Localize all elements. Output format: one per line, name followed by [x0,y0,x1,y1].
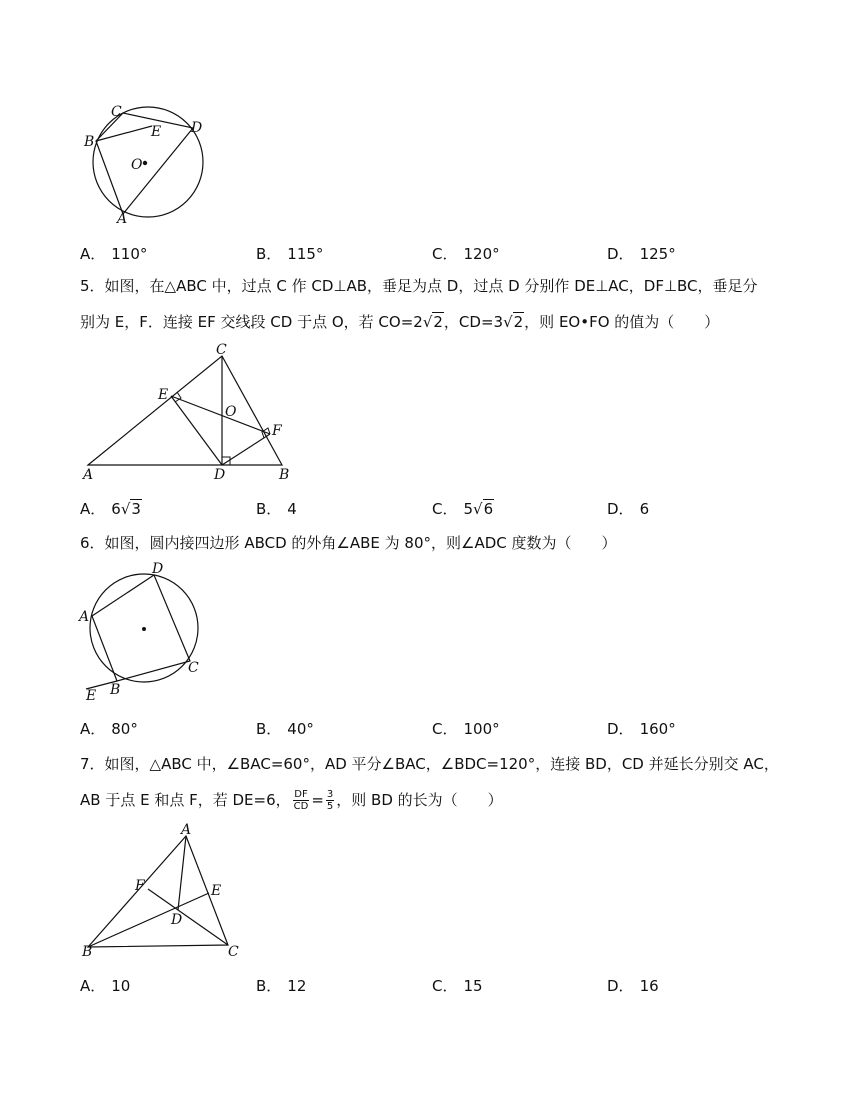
q5-figure [80,342,295,482]
q4-center-dot [143,161,147,165]
q7-label-a: A [181,822,192,838]
q5-stem-line2: 别为 E，F．连接 EF 交线段 CD 于点 O，若 CO=2√2，CD=3√2，则 EO•FO 的值为（ ） [80,304,780,340]
q5-stem-line1: 5．如图，在△ABC 中，过点 C 作 CD⊥AB，垂足为点 D，过点 D 分别作 DE⊥AC，DF⊥BC，垂足分 [80,277,758,295]
q5-label-e: E [158,387,169,403]
q7-label-e: E [211,883,222,899]
q6-center-dot [142,627,146,631]
q5-triangle-abc [88,356,282,465]
q5-stem [80,268,780,340]
q7-option-b[interactable]: B． 12 [256,977,307,995]
q7-label-c: C [228,944,239,960]
q6-option-b[interactable]: B． 40° [256,720,314,738]
q7-label-f: F [135,878,145,894]
q5-label-a: A [83,467,94,483]
q6-label-a: A [79,609,90,625]
q6-label-e: E [86,688,97,704]
q4-option-d[interactable]: D． 125° [607,245,676,263]
q5-label-c: C [216,342,227,358]
q4-label-a: A [117,211,128,227]
q7-equals: = [311,791,324,809]
q5-option-a[interactable]: A． 6√3 [80,500,141,518]
q4-label-b: B [84,134,95,150]
q6-option-d[interactable]: D． 160° [607,720,676,738]
q7-segment-be [88,893,209,947]
q7-option-d[interactable]: D． 16 [607,977,659,995]
q5-option-b[interactable]: B． 4 [256,500,297,518]
q4-circle [93,107,203,217]
q5-option-c[interactable]: C． 5√6 [432,500,494,518]
q7-segment-ad [178,836,186,910]
q5-options [80,498,780,520]
q6-label-d: D [152,561,164,577]
q6-option-a[interactable]: A． 80° [80,720,138,738]
q5-label-b: B [279,467,290,483]
q4-figure [78,98,228,228]
q7-fraction-3-5: $\frac{3}{5}$ [326,789,334,812]
q4-option-c[interactable]: C． 120° [432,245,500,263]
q7-stem-line2: AB 于点 E 和点 F，若 DE=6， $\frac{DF}{CD}$ = $\frac{3}{5}$ ，则 BD 的长为（ ） [80,789,503,812]
q7-options [80,975,780,997]
q6-label-b: B [110,682,121,698]
q4-label-e: E [151,124,162,140]
q6-quadrilateral [92,575,190,681]
q4-label-o: O [131,157,143,173]
q5-option-a-sqrt: √3 [120,500,141,518]
q7-fraction-df-cd: $\frac{DF}{CD}$ [293,789,309,812]
q7-label-b: B [82,944,93,960]
q4-option-a[interactable]: A． 110° [80,245,148,263]
q6-label-c: C [188,660,199,676]
q7-figure [80,820,245,960]
q6-option-c[interactable]: C． 100° [432,720,500,738]
q4-label-c: C [111,104,122,120]
q7-stem [80,746,780,818]
q5-label-d: D [214,467,226,483]
q7-stem-line1: 7．如图，△ABC 中，∠BAC=60°，AD 平分∠BAC，∠BDC=120°，连接 BD，CD 并延长分别交 AC， [80,755,779,773]
q4-option-b[interactable]: B． 115° [256,245,324,263]
q5-segment-df [222,434,270,465]
q7-label-d: D [171,912,183,928]
q4-label-d: D [191,120,203,136]
q7-option-c[interactable]: C． 15 [432,977,483,995]
q5-option-c-sqrt: √6 [473,500,494,518]
q6-figure [75,560,205,705]
q5-sqrt-2: √2 [503,313,524,331]
q5-label-o: O [225,404,237,420]
q4-options [80,243,780,265]
q6-stem: 6．如图，圆内接四边形 ABCD 的外角∠ABE 为 80°，则∠ADC 度数为（ ） [80,534,617,552]
q5-label-f: F [272,423,282,439]
q6-options [80,718,780,740]
q7-option-a[interactable]: A． 10 [80,977,131,995]
q5-sqrt-1: √2 [422,313,443,331]
q5-option-d[interactable]: D． 6 [607,500,650,518]
